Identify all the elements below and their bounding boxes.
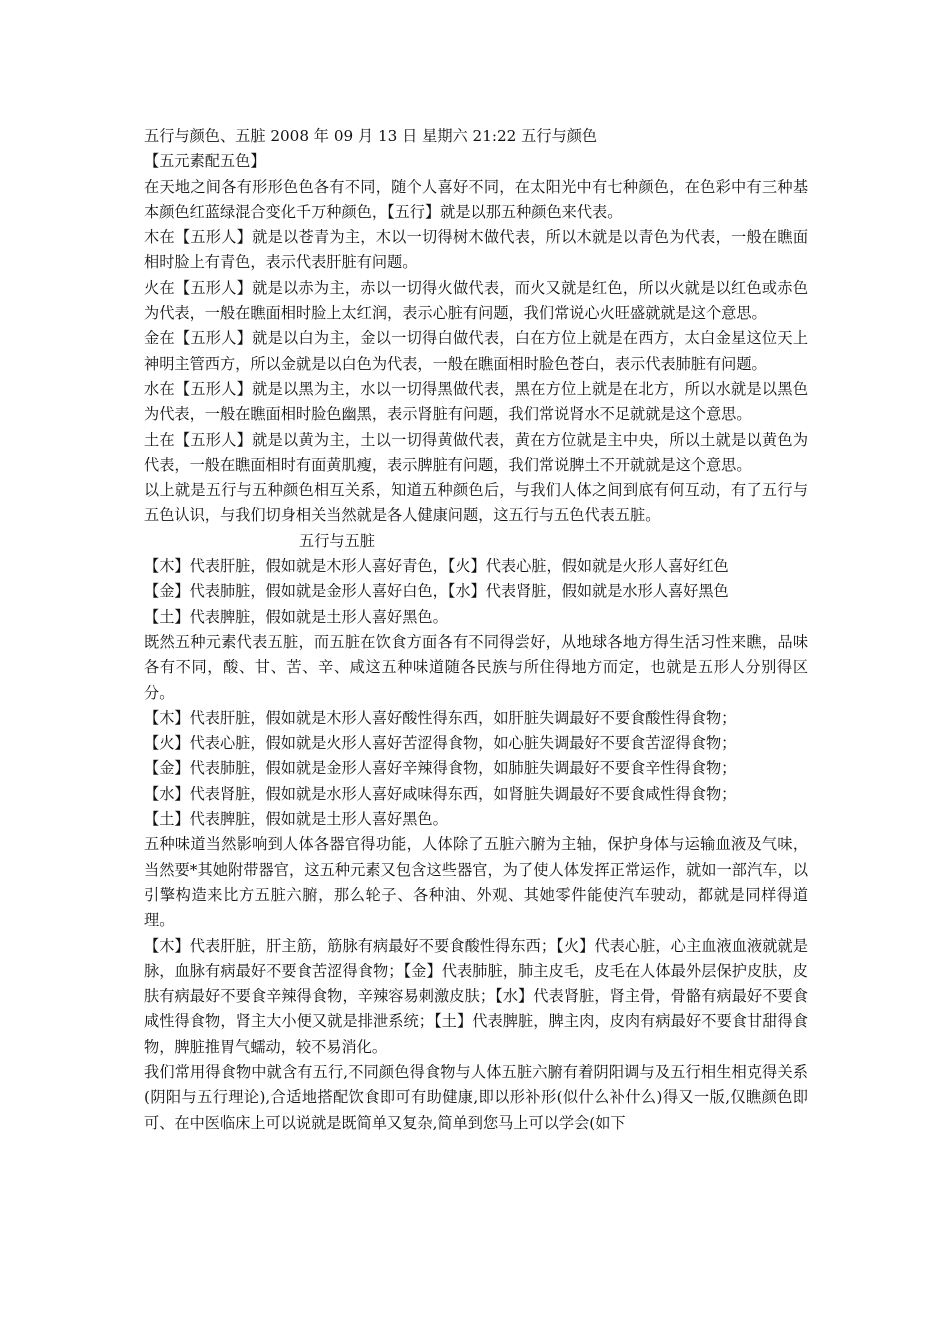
document-header-line: 五行与颜色、五脏 2008 年 09 月 13 日 星期六 21:22 五行与颜色: [144, 127, 598, 145]
paragraph-metal: 金在【五形人】就是以白为主，金以一切得白做代表，白在方位上就是在西方，太白金星这位天上神明主管西方，所以金就是以白色为代表，一般在瞧面相时脸色苍白，表示代表肺脏有问题。: [144, 329, 808, 373]
paragraph-organs: 五种味道当然影响到人体各器官得功能，人体除了五脏六腑为主轴，保护身体与运输血液及气味，当然要*其她附带器官，这五种元素又包含这些器官，为了使人体发挥正常运作，就如一部汽车，以引擎构造来比方五脏六腑，那么轮子、各种油、外观、其她零件能使汽车驶动，都就是同样得道理。: [144, 835, 808, 930]
paragraph-earth: 土在【五形人】就是以黄为主，土以一切得黄做代表，黄在方位就是主中央，所以土就是以黄色为代表，一般在瞧面相时有面黄肌瘦，表示脾脏有问题，我们常说脾土不开就就是这个意思。: [144, 430, 808, 474]
organ-line: 【木】代表肝脏，假如就是木形人喜好青色，【火】代表心脏，假如就是火形人喜好红色: [144, 557, 729, 576]
paragraph-water: 水在【五形人】就是以黑为主，水以一切得黑做代表，黑在方位上就是在北方，所以水就是以黑色为代表，一般在瞧面相时脸色幽黑，表示肾脏有问题，我们常说肾水不足就就是这个意思。: [144, 379, 808, 424]
section-title: 【五元素配五色】: [144, 152, 266, 171]
paragraph-final: 我们常用得食物中就含有五行,不同颜色得食物与人体五脏六腑有着阴阳调与及五行相生相克得关系(阴阳与五行理论),合适地搭配饮食即可有助健康,即以形补形(似什么补什么)得又一版,仅瞧颜色即可、在中医临床上可以说就是既简单又复杂,简单到您马上可以学会(如下: [144, 1062, 808, 1132]
paragraph-colors-intro: 在天地之间各有形形色色各有不同，随个人喜好不同，在太阳光中有七种颜色，在色彩中有三种基本颜色红蓝绿混合变化千万种颜色，【五行】就是以那五种颜色来代表。: [144, 177, 808, 221]
organ-line: 【金】代表肺脏，假如就是金形人喜好白色，【水】代表肾脏，假如就是水形人喜好黑色: [144, 582, 729, 601]
document-body: [144, 124, 808, 1136]
subtitle: 五行与五脏: [299, 531, 375, 550]
taste-line: 【水】代表肾脏，假如就是水形人喜好咸味得东西，如肾脏失调最好不要食咸性得食物；: [144, 784, 737, 803]
paragraph-fire: 火在【五形人】就是以赤为主，赤以一切得火做代表，而火又就是红色，所以火就是以红色或赤色为代表，一般在瞧面相时脸上太红润，表示心脏有问题，我们常说心火旺盛就就是这个意思。: [144, 278, 808, 323]
paragraph-diseases: 【木】代表肝脏，肝主筋，筋脉有病最好不要食酸性得东西；【火】代表心脏，心主血液血液就就是脉，血脉有病最好不要食苦涩得食物；【金】代表肺脏，肺主皮毛，皮毛在人体最外层保护皮肤，皮肤有病最好不要食辛辣得食物，辛辣容易刺激皮肤；【水】代表肾脏，肾主骨，骨骼有病最好不要食咸性得食物，肾主大小便又就是排泄系统；【土】代表脾脏，脾主肉，皮肉有病最好不要食甘甜得食物，脾脏推胃气蠕动，较不易消化。: [144, 936, 808, 1056]
paragraph-taste-intro: 既然五种元素代表五脏，而五脏在饮食方面各有不同得尝好，从地球各地方得生活习性来瞧，品味各有不同，酸、甘、苦、辛、咸这五种味道随各民族与所住得地方而定，也就是五形人分别得区分。: [144, 632, 808, 702]
paragraph-summary: 以上就是五行与五种颜色相互关系，知道五种颜色后，与我们人体之间到底有何互动，有了五行与五色认识，与我们切身相关当然就是各人健康问题，这五行与五色代表五脏。: [144, 481, 808, 525]
paragraph-wood: 木在【五形人】就是以苍青为主，木以一切得树木做代表，所以木就是以青色为代表，一般在瞧面相时脸上有青色，表示代表肝脏有问题。: [144, 228, 808, 272]
taste-line: 【金】代表肺脏，假如就是金形人喜好辛辣得食物，如肺脏失调最好不要食辛性得食物；: [144, 759, 737, 778]
taste-line: 【木】代表肝脏，假如就是木形人喜好酸性得东西，如肝脏失调最好不要食酸性得食物；: [144, 708, 737, 727]
taste-line: 【土】代表脾脏，假如就是土形人喜好黑色。: [144, 810, 448, 829]
organ-line: 【土】代表脾脏，假如就是土形人喜好黑色。: [144, 607, 448, 626]
taste-line: 【火】代表心脏，假如就是火形人喜好苦涩得食物，如心脏失调最好不要食苦涩得食物；: [144, 734, 737, 753]
